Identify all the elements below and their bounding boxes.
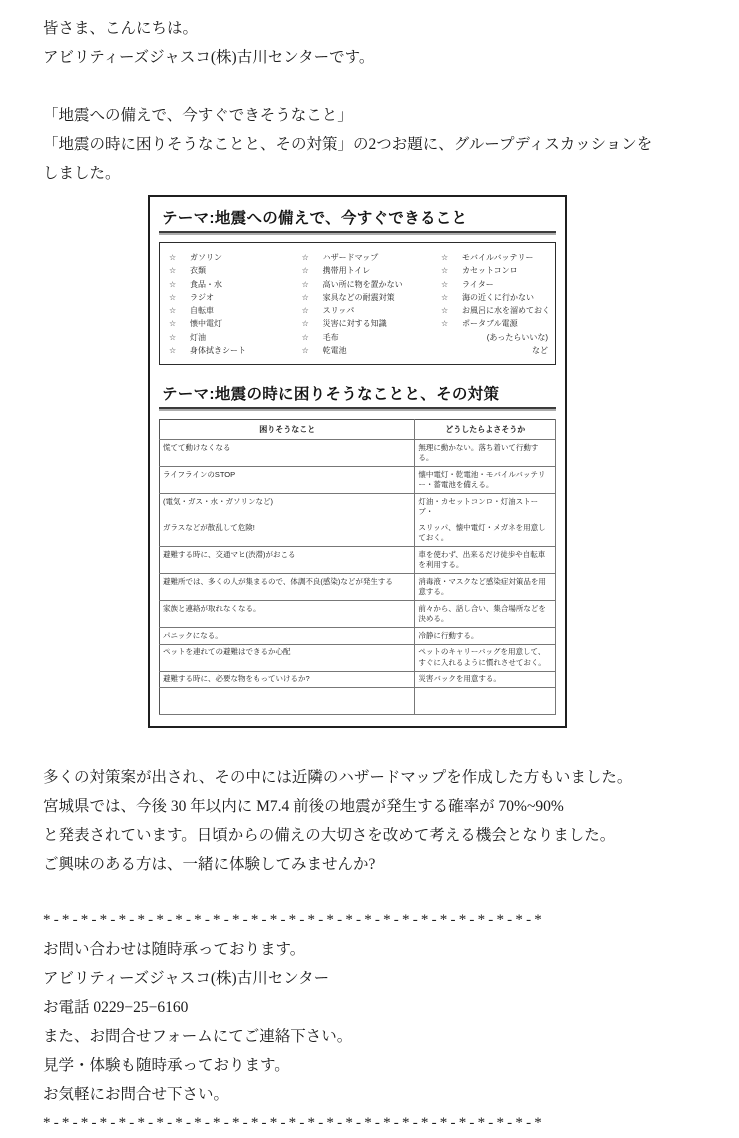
trouble-cell: パニックになる。 xyxy=(160,628,415,645)
table-header-trouble: 困りそうなこと xyxy=(160,420,415,440)
star-icon: ☆ xyxy=(441,306,449,316)
list-item xyxy=(169,331,302,344)
item-label: 自転車 xyxy=(190,306,214,316)
item-label: ライター xyxy=(462,279,494,289)
text-line: と発表されています。日頃からの備えの大切さを改めて考える機会となりました。 xyxy=(43,827,616,845)
star-icon: ☆ xyxy=(301,292,309,302)
list-item xyxy=(302,317,441,330)
solution-cell: ペットのキャリーバッグを用意して、すぐに入れるように慣れさせておく。 xyxy=(415,644,556,671)
items-column-1 xyxy=(169,251,302,357)
list-item xyxy=(169,304,302,317)
solution-cell: 前々から、話し合い、集合場所などを決める。 xyxy=(415,601,556,628)
star-icon: ☆ xyxy=(301,253,309,262)
list-item xyxy=(169,251,302,264)
list-item xyxy=(302,304,441,317)
star-icon: ☆ xyxy=(169,266,177,276)
table-row xyxy=(160,574,556,601)
trouble-cell: 慌てて動けなくなる xyxy=(160,440,415,467)
solution-cell: 懐中電灯・乾電池・モバイルバッテリー・蓄電池を備える。 xyxy=(415,467,556,494)
list-item xyxy=(169,317,302,330)
star-icon: ☆ xyxy=(301,319,309,329)
note-label: など xyxy=(532,346,548,356)
table-row xyxy=(160,601,556,628)
table-row xyxy=(160,628,556,645)
table-row xyxy=(160,547,556,574)
contact-line: アビリティーズジャスコ(株)古川センター xyxy=(43,970,330,988)
item-label: ポータブル電源 xyxy=(462,319,518,329)
item-label: 食品・水 xyxy=(190,279,222,289)
theme2-title xyxy=(159,382,556,409)
trouble-cell: ペットを連れての避難はできるか心配 xyxy=(160,644,415,671)
text-line: 「地震への備えで、今すぐできそうなこと」 xyxy=(43,107,353,124)
closing-paragraph xyxy=(43,763,739,879)
item-label: お風呂に水を溜めておく xyxy=(462,306,550,316)
item-label: モバイルバッテリー xyxy=(462,253,534,262)
text-line: しました。 xyxy=(43,165,121,182)
star-icon: ☆ xyxy=(301,332,309,342)
star-icon: ☆ xyxy=(301,279,309,289)
list-item xyxy=(441,304,550,317)
star-icon: ☆ xyxy=(301,346,309,356)
table-header-row xyxy=(160,420,556,440)
contact-line: また、お問合せフォームにてご連絡下さい。 xyxy=(43,1028,353,1046)
contact-line: お電話 0229−25−6160 xyxy=(43,999,189,1017)
solution-cell: 無理に動かない。落ち着いて行動する。 xyxy=(415,440,556,467)
list-item xyxy=(302,264,441,277)
text-line: 「地震の時に困りそうなことと、その対策」の2つお題に、グループディスカッションを xyxy=(43,136,653,153)
item-label: 携帯用トイレ xyxy=(322,266,371,276)
contact-section xyxy=(43,906,739,1138)
theme2-title-text: テーマ:地震の時に困りそうなことと、その対策 xyxy=(162,386,500,404)
list-item xyxy=(169,264,302,277)
item-label: ハザードマップ xyxy=(322,253,379,262)
embedded-image xyxy=(148,195,567,728)
solution-cell: 灯油・カセットコンロ・灯油ストーブ・ xyxy=(415,494,556,521)
intro-paragraph xyxy=(43,14,739,72)
trouble-cell: 避難する時に、交通マヒ(渋滞)がおこる xyxy=(160,547,415,574)
text-line: 皆さま、こんにちは。 xyxy=(43,20,199,37)
list-item xyxy=(441,251,550,264)
item-label: 身体拭きシート xyxy=(190,346,246,356)
contact-line: お気軽にお問合せ下さい。 xyxy=(43,1086,230,1104)
solution-cell: 冷静に行動する。 xyxy=(415,628,556,645)
star-icon: ☆ xyxy=(169,319,177,329)
star-icon: ☆ xyxy=(301,266,309,276)
list-item xyxy=(441,291,550,304)
item-label: 家具などの耐震対策 xyxy=(322,292,395,302)
contact-lines xyxy=(43,935,739,1109)
text-line: アビリティーズジャスコ(株)古川センターです。 xyxy=(43,49,375,66)
star-icon: ☆ xyxy=(169,306,177,316)
trouble-cell: 家族と連絡が取れなくなる。 xyxy=(160,601,415,628)
list-item xyxy=(441,278,550,291)
note-label: (あったらいいな) xyxy=(486,332,548,342)
table-row xyxy=(160,644,556,671)
star-icon: ☆ xyxy=(169,346,177,356)
star-icon: ☆ xyxy=(441,266,449,276)
item-label: 海の近くに行かない xyxy=(462,292,534,302)
list-item xyxy=(302,291,441,304)
trouble-cell xyxy=(160,688,415,715)
list-item xyxy=(169,344,302,357)
theme1-title xyxy=(159,206,556,233)
troubles-table xyxy=(159,419,556,715)
list-item xyxy=(441,264,550,277)
star-icon: ☆ xyxy=(441,279,449,289)
list-item xyxy=(169,291,302,304)
table-header-solution: どうしたらよさそうか xyxy=(415,420,556,440)
item-label: 灯油 xyxy=(190,332,206,342)
table-row xyxy=(160,440,556,467)
trouble-cell: ライフラインのSTOP xyxy=(160,467,415,494)
item-label: 災害に対する知識 xyxy=(322,319,387,329)
table-row xyxy=(160,467,556,494)
table-row xyxy=(160,520,556,547)
list-item xyxy=(302,278,441,291)
star-icon: ☆ xyxy=(169,292,177,302)
theme1-items-box xyxy=(159,242,556,365)
item-label: ラジオ xyxy=(190,292,214,302)
list-item xyxy=(302,251,441,264)
solution-cell: 車を使わず、出来るだけ徒歩や自転車を利用する。 xyxy=(415,547,556,574)
text-line: 多くの対策案が出され、その中には近隣のハザードマップを作成した方もいました。 xyxy=(43,769,633,787)
item-label: 毛布 xyxy=(322,332,339,342)
solution-cell xyxy=(415,688,556,715)
item-label: 乾電池 xyxy=(322,346,347,356)
trouble-cell: 避難所では、多くの人が集まるので、体調不良(感染)などが発生する xyxy=(160,574,415,601)
star-icon: ☆ xyxy=(441,253,449,262)
trouble-cell: ガラスなどが散乱して危険! xyxy=(160,520,415,547)
item-label: スリッパ xyxy=(322,306,355,316)
table-row xyxy=(160,671,556,688)
solution-cell: 消毒液・マスクなど感染症対策品を用意する。 xyxy=(415,574,556,601)
contact-line: お問い合わせは随時承っております。 xyxy=(43,941,306,959)
list-item xyxy=(302,344,441,357)
table-row xyxy=(160,494,556,521)
divider-line-top: *-*-*-*-*-*-*-*-*-*-*-*-*-*-*-*-*-*-*-*-*-*-*-*-*-*-* xyxy=(43,912,545,929)
blank-line xyxy=(43,72,739,101)
trouble-cell: 避難する時に、必要な物をもっていけるか? xyxy=(160,671,415,688)
list-item xyxy=(441,317,550,330)
trouble-cell: (電気・ガス・水・ガソリンなど) xyxy=(160,494,415,521)
theme1-title-text: テーマ:地震への備えで、今すぐできること xyxy=(162,210,468,227)
item-label: 懐中電灯 xyxy=(190,319,222,329)
divider-line-bottom: *-*-*-*-*-*-*-*-*-*-*-*-*-*-*-*-*-*-*-*-*-*-*-*-*-*-* xyxy=(43,1115,545,1132)
items-column-3 xyxy=(441,251,550,357)
solution-cell: 災害バックを用意する。 xyxy=(415,671,556,688)
item-label: 衣類 xyxy=(190,266,206,276)
star-icon: ☆ xyxy=(169,332,177,342)
table-row xyxy=(160,688,556,715)
contact-line: 見学・体験も随時承っております。 xyxy=(43,1057,290,1075)
text-line: 宮城県では、今後 30 年以内に M7.4 前後の地震が発生する確率が 70%~90% xyxy=(43,798,564,816)
item-label: カセットコンロ xyxy=(462,266,518,276)
solution-cell: スリッパ、懐中電灯・メガネを用意しておく。 xyxy=(415,520,556,547)
star-icon: ☆ xyxy=(169,279,177,289)
star-icon: ☆ xyxy=(301,306,309,316)
text-line: ご興味のある方は、一緒に体験してみませんか? xyxy=(43,856,376,874)
list-item xyxy=(302,331,441,344)
item-label: 高い所に物を置かない xyxy=(322,279,403,289)
star-icon: ☆ xyxy=(441,292,449,302)
list-item xyxy=(169,278,302,291)
star-icon: ☆ xyxy=(441,319,449,329)
discussion-paragraph xyxy=(43,101,739,188)
items-column-2 xyxy=(302,251,441,357)
item-label: ガソリン xyxy=(190,253,222,262)
star-icon: ☆ xyxy=(169,253,177,262)
